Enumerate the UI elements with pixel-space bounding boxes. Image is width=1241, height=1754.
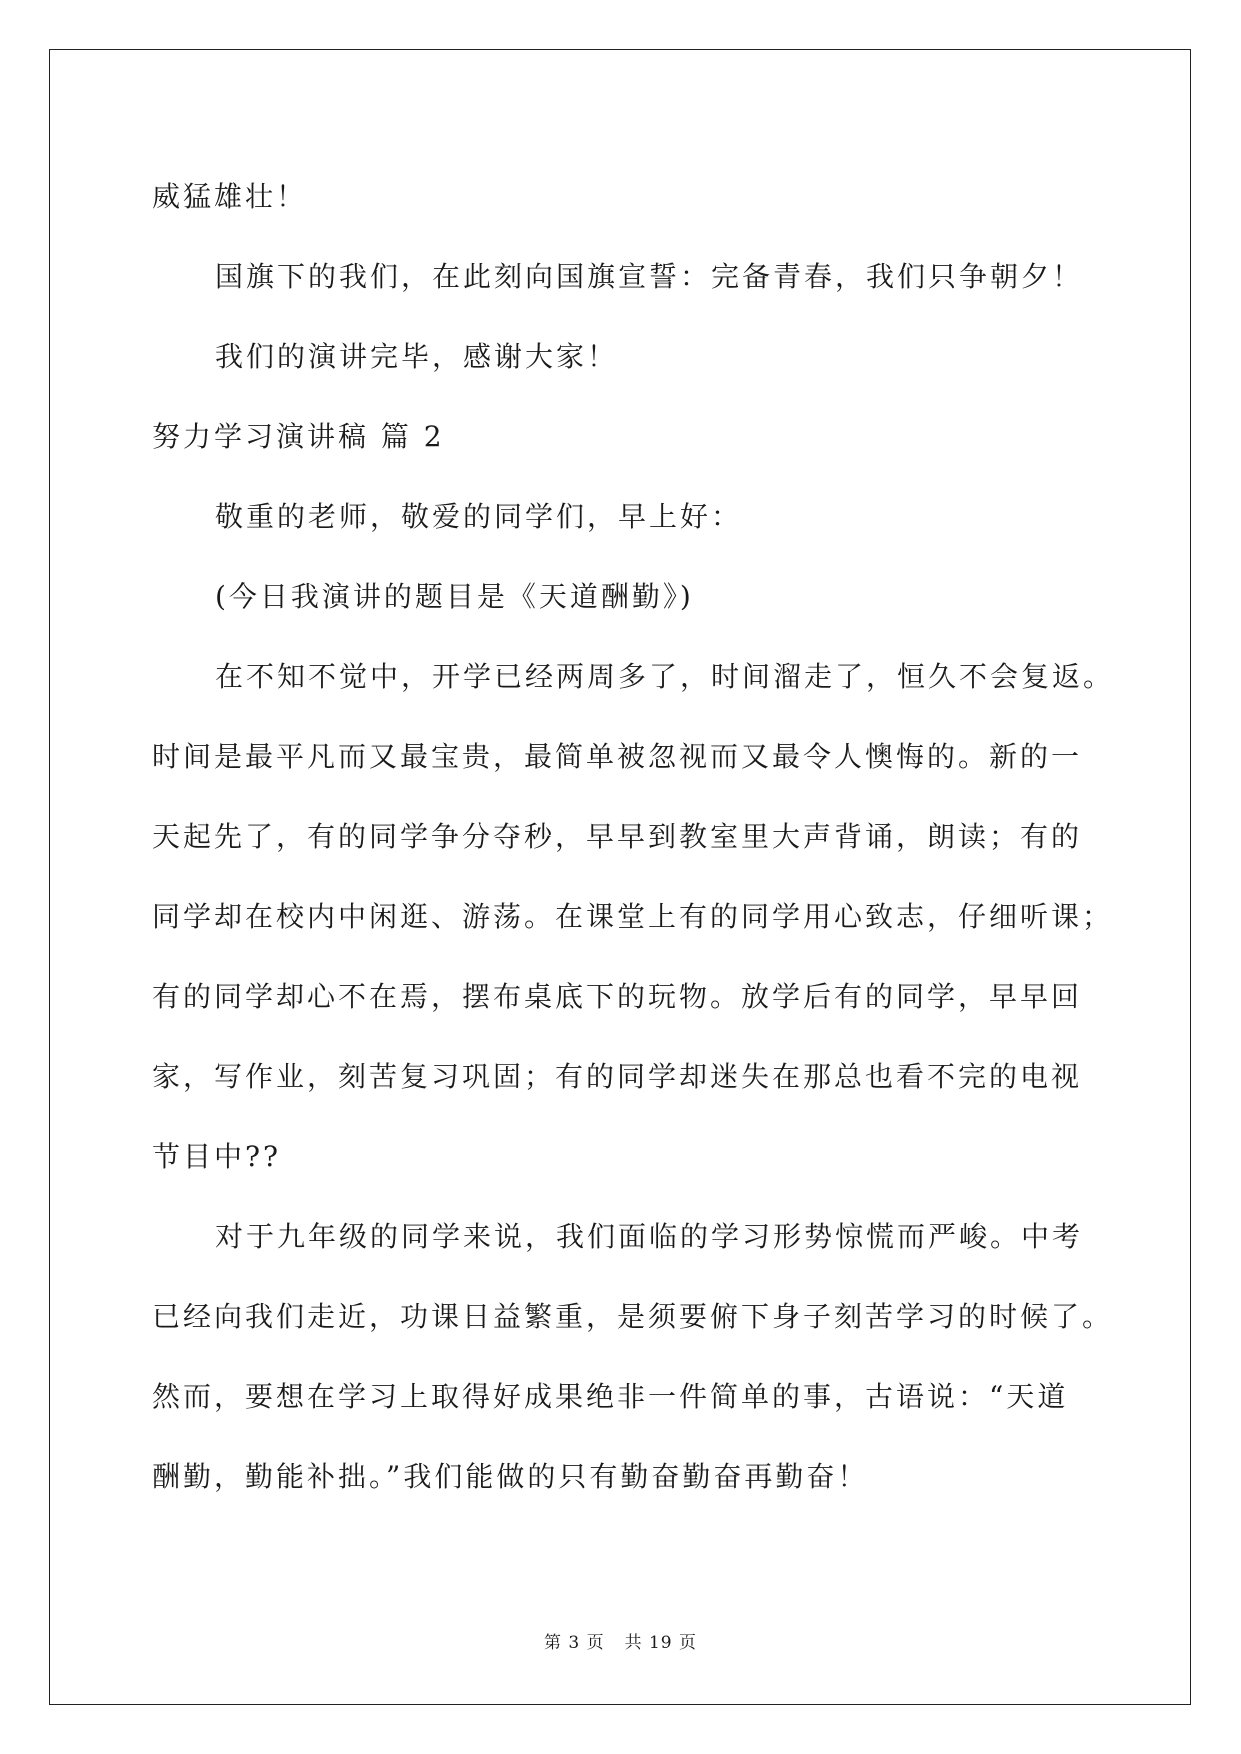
paragraph-line: 时间是最平凡而又最宝贵，最简单被忽视而又最令人懊悔的。新的一 [152, 740, 1083, 773]
greeting-line: 敬重的老师，敬爱的同学们，早上好： [215, 500, 743, 533]
document-body [152, 157, 1115, 1517]
page-number: 第 3 页 [543, 1633, 605, 1653]
paragraph-line: 国旗下的我们，在此刻向国旗宣誓：完备青春，我们只争朝夕！ [215, 260, 1084, 293]
text-line: 威猛雄壮！ [152, 180, 308, 213]
section-heading: 努力学习演讲稿 篇 2 [152, 420, 445, 453]
paragraph-line: 天起先了，有的同学争分夺秒，早早到教室里大声背诵，朗读；有的 [152, 820, 1083, 853]
total-pages: 共 19 页 [624, 1633, 698, 1653]
paragraph-line: 节目中?? [152, 1140, 282, 1173]
paragraph-line: 酬勤，勤能补拙。”我们能做的只有勤奋勤奋再勤奋！ [152, 1460, 869, 1493]
paragraph-line: 有的同学却心不在焉，摆布桌底下的玩物。放学后有的同学，早早回 [152, 980, 1083, 1013]
paragraph-line: 同学却在校内中闲逛、游荡。在课堂上有的同学用心致志，仔细听课； [152, 900, 1114, 933]
paragraph-line: 然而，要想在学习上取得好成果绝非一件简单的事，古语说：“天道 [152, 1380, 1069, 1413]
paragraph-line: 家，写作业，刻苦复习巩固；有的同学却迷失在那总也看不完的电视 [152, 1060, 1083, 1093]
paragraph-line: 对于九年级的同学来说，我们面临的学习形势惊慌而严峻。中考 [215, 1220, 1084, 1253]
paragraph-line: 在不知不觉中，开学已经两周多了，时间溜走了，恒久不会复返。 [215, 660, 1115, 693]
paragraph-line: 我们的演讲完毕，感谢大家！ [215, 340, 619, 373]
speech-title-line: (今日我演讲的题目是《天道酬勤》) [215, 580, 694, 613]
paragraph-line: 已经向我们走近，功课日益繁重，是须要俯下身子刻苦学习的时候了。 [152, 1300, 1114, 1333]
page-footer [0, 1628, 1241, 1653]
